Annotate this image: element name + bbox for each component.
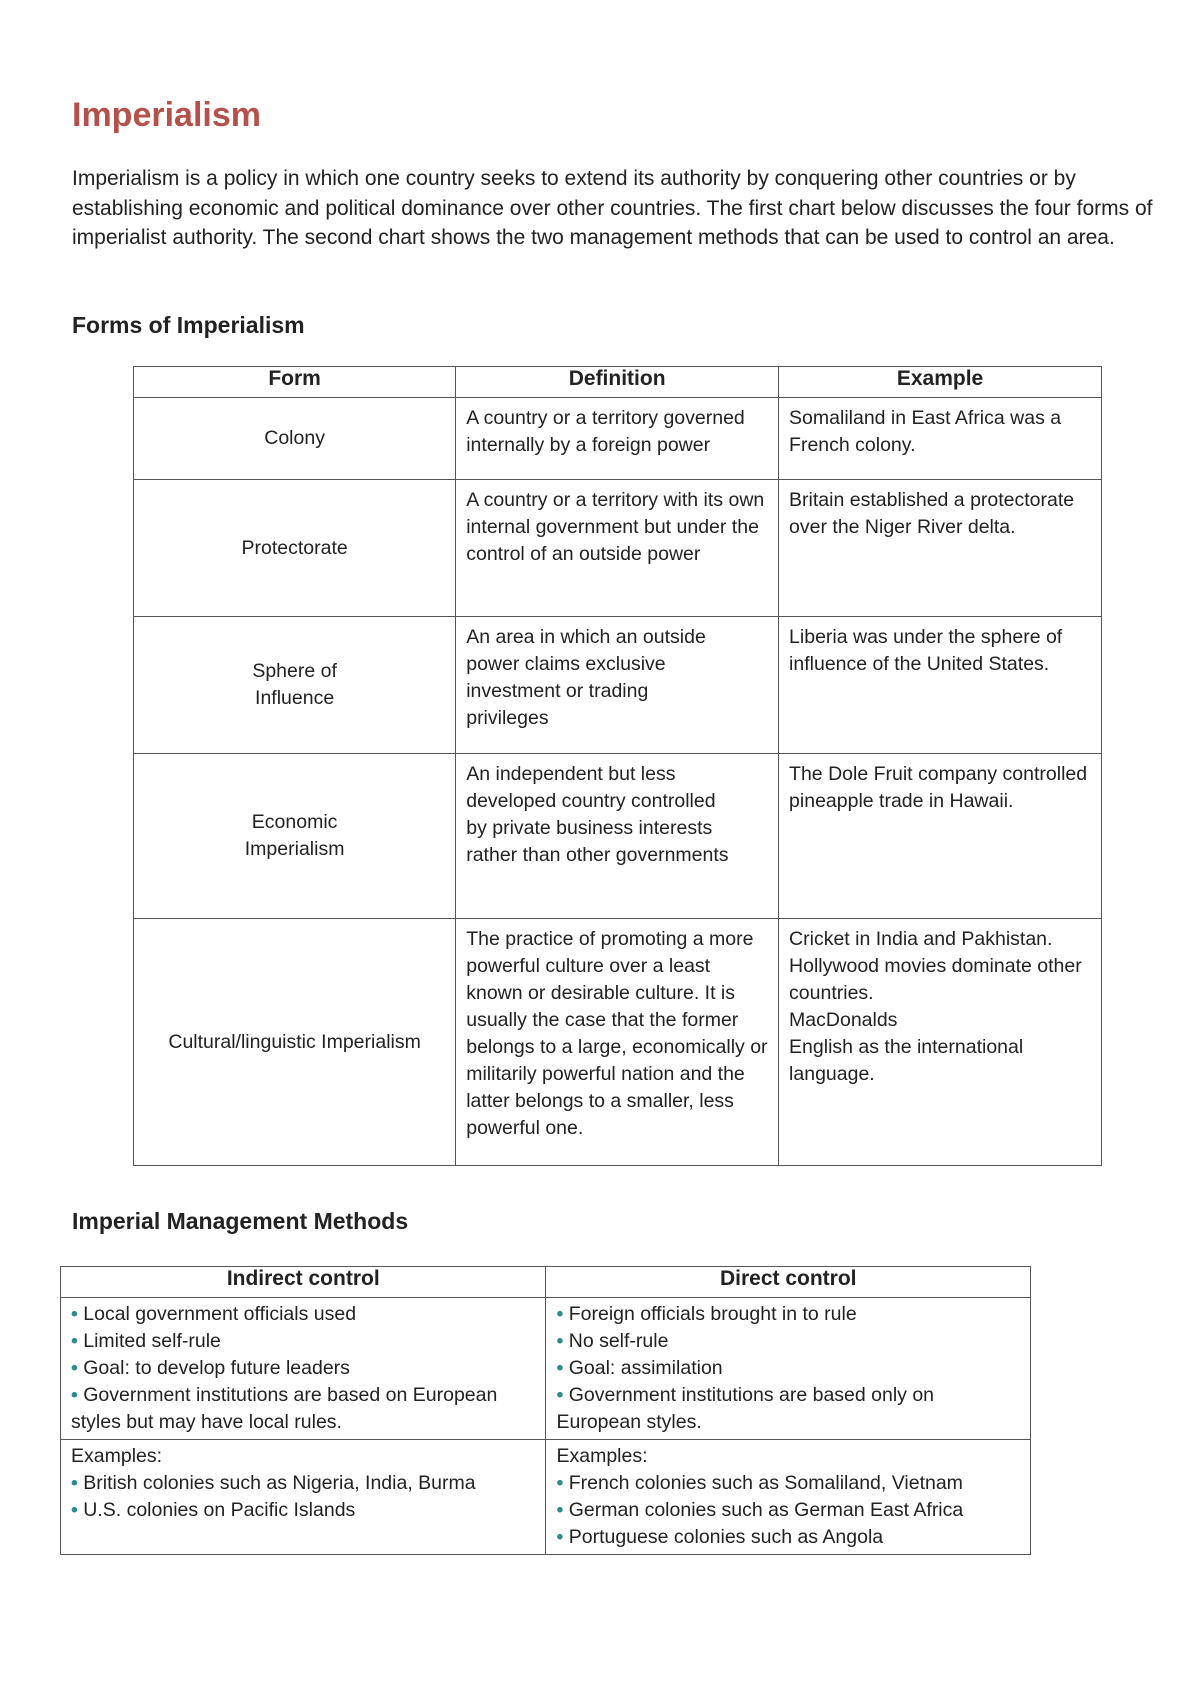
list-item: • British colonies such as Nigeria, India, Burma [71,1472,476,1494]
form-cell: Cultural/linguistic Imperialism [134,919,456,1166]
bullet-icon: • [71,1357,84,1379]
methods-table-header-row [61,1267,1031,1298]
list-item: • Local government officials used [71,1303,357,1325]
form-cell: Colony [134,398,456,480]
list-item: • Portuguese colonies such as Angola [556,1526,884,1548]
bullet-icon: • [556,1526,569,1548]
bullet-icon: • [556,1303,569,1325]
bullet-icon: • [71,1303,84,1325]
column-header-form: Form [134,367,456,398]
list-item: • Goal: assimilation [556,1357,723,1379]
bullet-icon: • [556,1472,569,1494]
bullet-icon: • [556,1357,569,1379]
table-row [134,617,1102,754]
direct-examples-cell [546,1440,1031,1555]
definition-cell [456,617,779,754]
list-item: • German colonies such as German East Africa [556,1499,964,1521]
example-line: MacDonalds [789,1009,898,1031]
indirect-examples-cell [61,1440,546,1555]
example-cell [779,617,1102,754]
examples-label: Examples: [556,1445,648,1467]
list-item: • Limited self-rule [71,1330,221,1352]
form-label: Economic Imperialism [244,811,345,860]
list-item: • Government institutions are based only on European styles. [556,1384,935,1433]
example-text: Liberia was under the sphere of influence of the United States. [789,626,1063,675]
definition-cell: A country or a territory governed internally by a foreign power [456,398,779,480]
example-cell: The Dole Fruit company controlled pineapple trade in Hawaii. [779,754,1102,919]
table-row [134,480,1102,617]
column-header-direct: Direct control [546,1267,1031,1298]
list-item: • Goal: to develop future leaders [71,1357,350,1379]
table-row [134,398,1102,480]
column-header-example: Example [779,367,1102,398]
methods-table [60,1266,1031,1555]
definition-text: An independent but less developed country controlled by private business interests rather than other governments [466,763,729,866]
examples-label: Examples: [71,1445,163,1467]
example-line: English as the international language. [789,1036,1024,1085]
forms-section-heading: Forms of Imperialism [72,312,305,338]
bullet-icon: • [71,1499,84,1521]
definition-cell: The practice of promoting a more powerful culture over a least known or desirable culture. It is usually the case that the former belongs to a large, economically or militarily powerful nation and the latter belongs to a smaller, less powerful one. [456,919,779,1166]
form-label: Sphere of Influence [252,660,337,709]
bullet-icon: • [556,1330,569,1352]
table-row [134,919,1102,1166]
intro-paragraph: Imperialism is a policy in which one country seeks to extend its authority by conquering other countries or by establishing economic and political dominance over other countries. The first chart below discusses the four forms of imperialist authority. The second chart shows the two management methods that can be used to control an area. [72,167,1153,249]
forms-table-header-row [134,367,1102,398]
column-header-indirect: Indirect control [61,1267,546,1298]
traits-row [61,1298,1031,1440]
page-title: Imperialism [72,96,261,134]
list-item: • Foreign officials brought in to rule [556,1303,857,1325]
list-item: • No self-rule [556,1330,669,1352]
list-item: • French colonies such as Somaliland, Vietnam [556,1472,963,1494]
table-row [134,754,1102,919]
example-cell: Somaliland in East Africa was a French colony. [779,398,1102,480]
forms-table [133,366,1102,1166]
examples-row [61,1440,1031,1555]
form-cell: Protectorate [134,480,456,617]
example-line: Hollywood movies dominate other countries. [789,955,1082,1004]
definition-cell: A country or a territory with its own internal government but under the control of an outside power [456,480,779,617]
bullet-icon: • [71,1472,84,1494]
definition-text: An area in which an outside power claims exclusive investment or trading privileges [466,626,706,729]
form-cell [134,617,456,754]
example-cell [779,919,1102,1166]
bullet-icon: • [556,1499,569,1521]
methods-section-heading: Imperial Management Methods [72,1208,409,1234]
example-cell: Britain established a protectorate over the Niger River delta. [779,480,1102,617]
example-line: Cricket in India and Pakhistan. [789,928,1053,950]
column-header-definition: Definition [456,367,779,398]
direct-traits-cell [546,1298,1031,1440]
bullet-icon: • [71,1330,84,1352]
bullet-icon: • [71,1384,84,1406]
definition-cell [456,754,779,919]
bullet-icon: • [556,1384,569,1406]
form-cell [134,754,456,919]
indirect-traits-cell [61,1298,546,1440]
list-item: • U.S. colonies on Pacific Islands [71,1499,356,1521]
list-item: • Government institutions are based on European styles but may have local rules. [71,1384,498,1433]
